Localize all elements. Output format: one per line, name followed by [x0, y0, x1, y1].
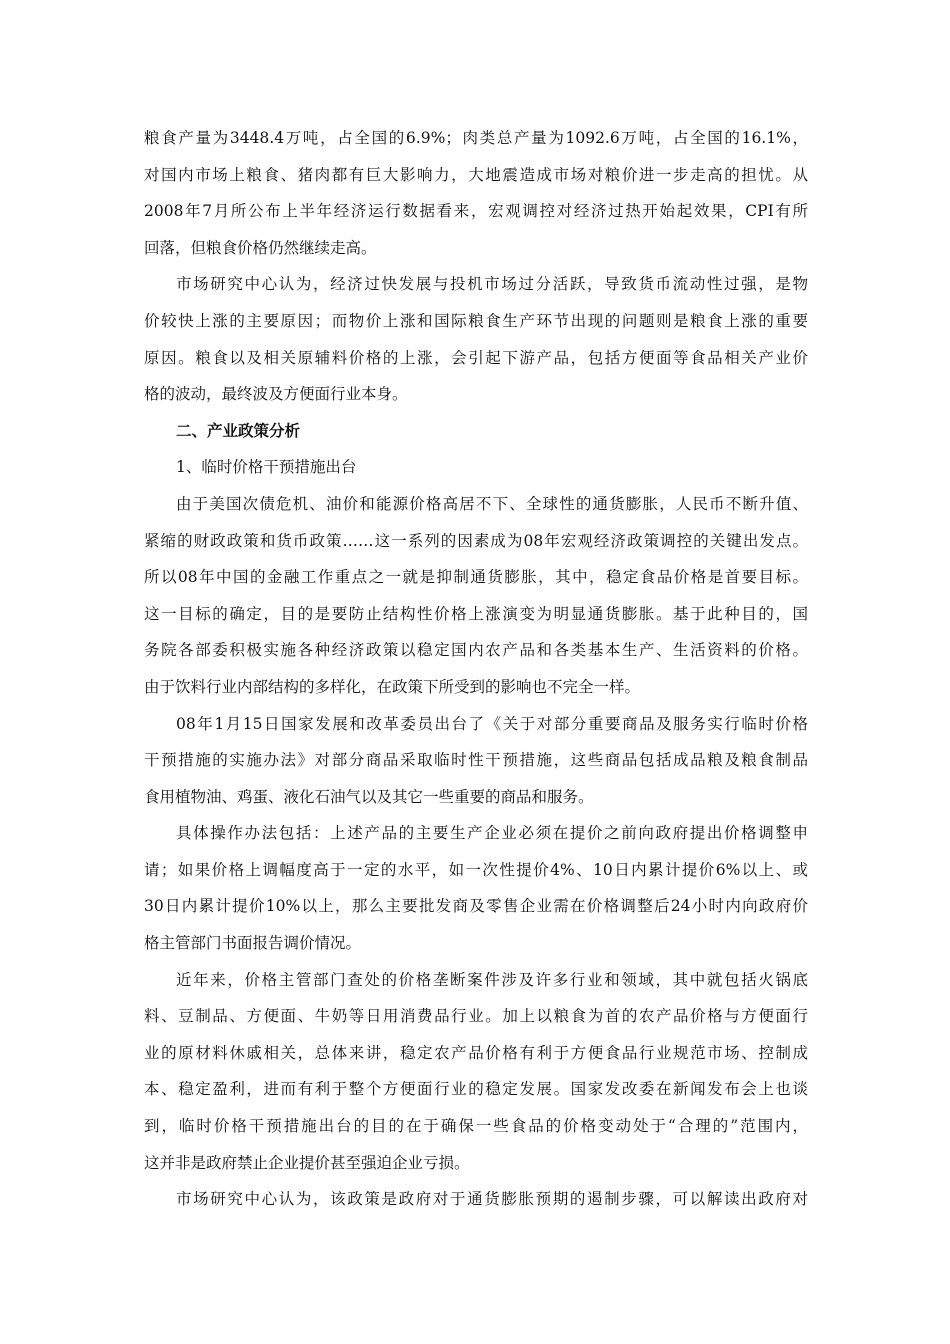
text-line: 这一目标的确定，目的是要防止结构性价格上涨演变为明显通货膨胀。基于此种目的，国 [144, 604, 808, 623]
text-line: 由于饮料行业内部结构的多样化，在政策下所受到的影响也不完全一样。 [144, 677, 641, 696]
text-line: 市场研究中心认为，经济过快发展与投机市场过分活跃，导致货币流动性过强，是物 [176, 275, 808, 294]
text-line: 本、稳定盈利，进而有利于整个方便面行业的稳定发展。国家发改委在新闻发布会上也谈 [144, 1080, 808, 1099]
text-line: 回落，但粮食价格仍然继续走高。 [144, 238, 377, 257]
text-line: 格的波动，最终波及方便面行业本身。 [144, 385, 408, 404]
text-line: 干预措施的实施办法》对部分商品采取临时性干预措施，这些商品包括成品粮及粮食制品 [144, 751, 808, 770]
paragraph-price-monopoly [144, 962, 808, 1182]
text-line: 这并非是政府禁止企业提价甚至强迫企业亏损。 [144, 1153, 470, 1172]
text-line: 价较快上涨的主要原因；而物价上涨和国际粮食生产环节出现的问题则是粮食上涨的重要 [144, 311, 808, 330]
text-line: 料、豆制品、方便面、牛奶等日用消费品行业。加上以粮食为首的农产品价格与方便面行 [144, 1007, 808, 1026]
text-line: 30日内累计提价10%以上，那么主要批发商及零售企业需在价格调整后24小时内向政府价 [144, 897, 808, 916]
text-line: 务院各部委积极实施各种经济政策以稳定国内农产品和各类基本生产、生活资料的价格。 [144, 641, 808, 660]
text-line: 请；如果价格上调幅度高于一定的水平，如一次性提价4%、10日内累计提价6%以上、或 [144, 860, 808, 879]
text-line: 2008年7月所公布上半年经济运行数据看来，宏观调控对经济过热开始起效果，CPI有所 [144, 202, 808, 221]
section-heading: 二、产业政策分析 [176, 420, 301, 440]
text-line: 到，临时价格干预措施出台的目的在于确保一些食品的价格变动处于“合理的”范围内， [144, 1117, 808, 1136]
text-line: 食用植物油、鸡蛋、液化石油气以及其它一些重要的商品和服务。 [144, 787, 594, 806]
document-page [144, 120, 808, 1218]
paragraph-market-research [144, 266, 808, 412]
text-line: 由于美国次债危机、油价和能源价格高居不下、全球性的通货膨胀，人民币不断升值、 [176, 494, 808, 513]
text-line: 业的原材料休戚相关，总体来讲，稳定农产品价格有利于方便食品行业规范市场、控制成 [144, 1043, 808, 1062]
paragraph-policy-interpretation [144, 1181, 808, 1218]
paragraph-operation-method [144, 815, 808, 961]
text-line: 具体操作办法包括：上述产品的主要生产企业必须在提价之前向政府提出价格调整申 [176, 824, 808, 843]
text-line: 近年来，价格主管部门查处的价格垄断案件涉及许多行业和领域，其中就包括火锅底 [176, 970, 808, 989]
paragraph-ndrc-measures [144, 706, 808, 816]
text-line: 粮食产量为3448.4万吨，占全国的6.9%；肉类总产量为1092.6万吨，占全国的16.1%， [144, 129, 808, 147]
paragraph-macro-policy [144, 486, 808, 706]
paragraph-grain-output [144, 120, 808, 266]
text-line: 08年1月15日国家发展和改革委员出台了《关于对部分重要商品及服务实行临时价格 [176, 714, 808, 733]
text-line: 对国内市场上粮食、猪肉都有巨大影响力，大地震造成市场对粮价进一步走高的担忧。从 [144, 165, 808, 184]
text-line: 原因。粮食以及相关原辅料价格的上涨，会引起下游产品，包括方便面等食品相关产业价 [144, 348, 808, 367]
subsection-heading: 1、临时价格干预措施出台 [176, 458, 357, 477]
text-line: 市场研究中心认为，该政策是政府对于通货膨胀预期的遏制步骤，可以解读出政府对 [176, 1190, 808, 1209]
text-line: 格主管部门书面报告调价情况。 [144, 934, 362, 953]
text-line: 所以08年中国的金融工作重点之一就是抑制通货膨胀，其中，稳定食品价格是首要目标。 [144, 568, 808, 587]
text-line: 紧缩的财政政策和货币政策……这一系列的因素成为08年宏观经济政策调控的关键出发点。 [144, 531, 808, 550]
